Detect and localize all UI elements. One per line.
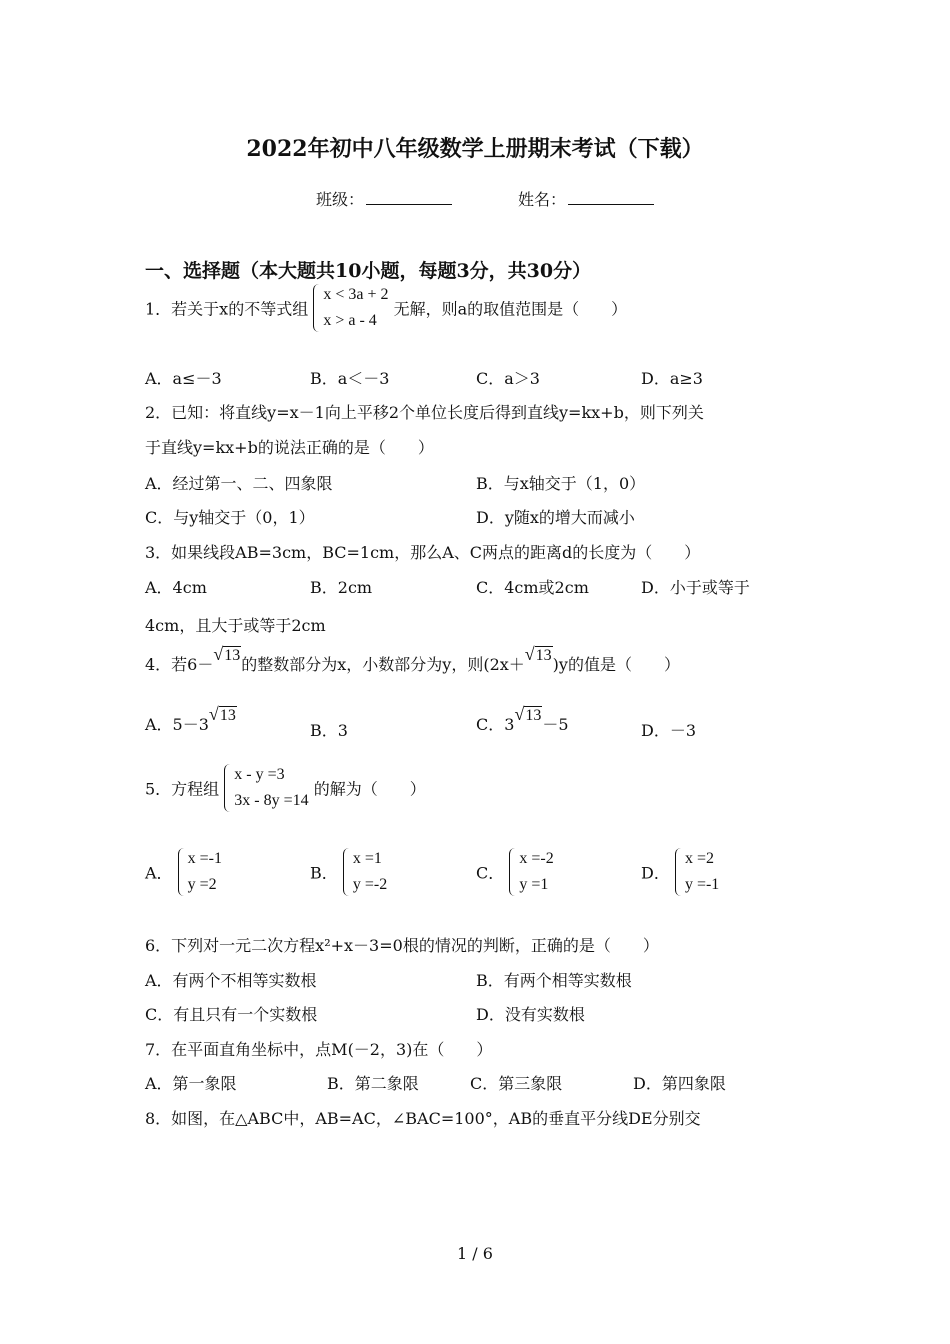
q6-option-a[interactable]: A．有两个不相等实数根	[145, 971, 317, 990]
q5-option-a[interactable]	[145, 846, 222, 898]
q6-option-d[interactable]: D．没有实数根	[476, 1005, 585, 1024]
q4-option-a-sqrt: √13	[208, 704, 236, 724]
question-1	[145, 282, 627, 334]
q5-option-d-label: D．	[641, 863, 670, 883]
q4-part-3: )y的值是（ ）	[552, 655, 680, 674]
q4-sqrt-1: √13	[213, 644, 241, 664]
q2-option-a[interactable]: A．经过第一、二、四象限	[145, 474, 333, 493]
q6-option-b[interactable]: B．有两个相等实数根	[476, 971, 632, 990]
q5-option-b-row1: x =1	[352, 850, 382, 867]
page-title: 2022年初中八年级数学上册期末考试（下载）	[246, 136, 704, 162]
q7-option-d[interactable]: D．第四象限	[633, 1074, 726, 1093]
question-5	[145, 762, 426, 814]
question-4	[145, 644, 680, 675]
q1-suffix: 无解，则a的取值范围是（ ）	[393, 299, 628, 319]
q5-suffix: 的解为（ ）	[313, 779, 426, 799]
section-heading: 一、选择题（本大题共10小题，每题3分，共30分）	[145, 260, 592, 282]
q3-option-b[interactable]: B．2cm	[310, 578, 373, 597]
q3-option-c[interactable]: C．4cm或2cm	[476, 578, 589, 597]
q5-option-c-label: C．	[476, 863, 505, 883]
q4-sqrt-2: √13	[524, 644, 552, 664]
q1-option-a[interactable]: A．a≤－3	[145, 369, 222, 388]
q2-line-1: 2．已知：将直线y=x－1向上平移2个单位长度后得到直线y=kx+b，则下列关	[145, 403, 704, 422]
q5-option-a-row2: y =2	[187, 876, 217, 893]
q2-option-c[interactable]: C．与y轴交于（0，1）	[145, 508, 315, 527]
q5-equation-system	[224, 762, 308, 814]
q4-option-c-sqrt: √13	[514, 704, 542, 724]
q1-option-c[interactable]: C．a＞3	[476, 369, 540, 388]
q7-option-c[interactable]: C．第三象限	[470, 1074, 563, 1093]
q3-option-d[interactable]: D．小于或等于	[641, 578, 750, 597]
q5-option-d-system	[675, 846, 719, 898]
q4-sqrt-1-radicand: 13	[224, 647, 241, 664]
q2-line-2: 于直线y=kx+b的说法正确的是（ ）	[145, 438, 434, 457]
q5-eq-2: 3x - 8y =14	[234, 792, 309, 809]
q1-ineq-1: x < 3a + 2	[323, 286, 389, 303]
class-blank[interactable]	[366, 190, 452, 205]
q7-option-b[interactable]: B．第二象限	[327, 1074, 419, 1093]
q5-option-c-system	[509, 846, 553, 898]
q5-option-b-row2: y =-2	[352, 876, 388, 893]
q4-part-2: 的整数部分为x，小数部分为y，则(2x＋	[241, 655, 525, 674]
q1-inequality-system	[313, 282, 388, 334]
q3-option-d-cont: 4cm，且大于或等于2cm	[145, 616, 326, 635]
q5-option-a-row1: x =-1	[187, 850, 223, 867]
q4-option-c-text: C．3	[476, 715, 515, 734]
q1-ineq-2: x > a - 4	[323, 312, 377, 329]
q4-option-c[interactable]	[476, 704, 569, 735]
page-number: 1 / 6	[457, 1244, 493, 1263]
q5-option-b-system	[343, 846, 387, 898]
q5-option-d[interactable]	[641, 846, 719, 898]
q5-option-c[interactable]	[476, 846, 554, 898]
q6-option-c[interactable]: C．有且只有一个实数根	[145, 1005, 318, 1024]
q7-line-1: 7．在平面直角坐标中，点M(－2，3)在（ ）	[145, 1040, 493, 1059]
q3-line-1: 3．如果线段AB=3cm，BC=1cm，那么A、C两点的距离d的长度为（ ）	[145, 543, 701, 562]
q4-option-c-post: －5	[542, 715, 569, 734]
q5-option-d-row1: x =2	[684, 850, 714, 867]
q4-option-b[interactable]: B．3	[310, 721, 348, 740]
q5-prefix: 5．方程组	[145, 779, 220, 799]
name-label: 姓名：	[518, 190, 567, 209]
q5-option-a-system	[178, 846, 222, 898]
q7-option-a[interactable]: A．第一象限	[145, 1074, 237, 1093]
name-blank[interactable]	[568, 190, 654, 205]
q5-option-c-row1: x =-2	[519, 850, 554, 867]
q4-option-c-radicand: 13	[525, 707, 542, 724]
q4-part-1: 4．若6－	[145, 655, 214, 674]
q4-option-a-text: A．5－3	[145, 715, 209, 734]
q1-option-b[interactable]: B．a＜－3	[310, 369, 390, 388]
q1-option-d[interactable]: D．a≥3	[641, 369, 703, 388]
class-field	[316, 187, 452, 210]
q5-option-c-row2: y =1	[519, 876, 549, 893]
q4-option-a[interactable]	[145, 704, 237, 735]
q8-line-1: 8．如图，在△ABC中，AB=AC，∠BAC=100°，AB的垂直平分线DE分别交	[145, 1109, 701, 1128]
q4-option-d[interactable]: D．－3	[641, 721, 697, 740]
q5-option-a-label: A．	[145, 863, 173, 883]
q5-eq-1: x - y =3	[234, 766, 285, 783]
q6-line-1: 6．下列对一元二次方程x²+x－3=0根的情况的判断，正确的是（ ）	[145, 936, 659, 955]
q4-option-a-radicand: 13	[219, 707, 236, 724]
q2-option-d[interactable]: D．y随x的增大而减小	[476, 508, 635, 527]
q1-prefix: 1．若关于x的不等式组	[145, 299, 309, 319]
q2-option-b[interactable]: B．与x轴交于（1，0）	[476, 474, 646, 493]
q3-option-a[interactable]: A．4cm	[145, 578, 207, 597]
class-label: 班级：	[316, 190, 365, 209]
q5-option-b-label: B．	[310, 863, 338, 883]
q5-option-d-row2: y =-1	[684, 876, 720, 893]
q5-option-b[interactable]	[310, 846, 387, 898]
name-field	[518, 187, 654, 210]
q4-sqrt-2-radicand: 13	[535, 647, 552, 664]
